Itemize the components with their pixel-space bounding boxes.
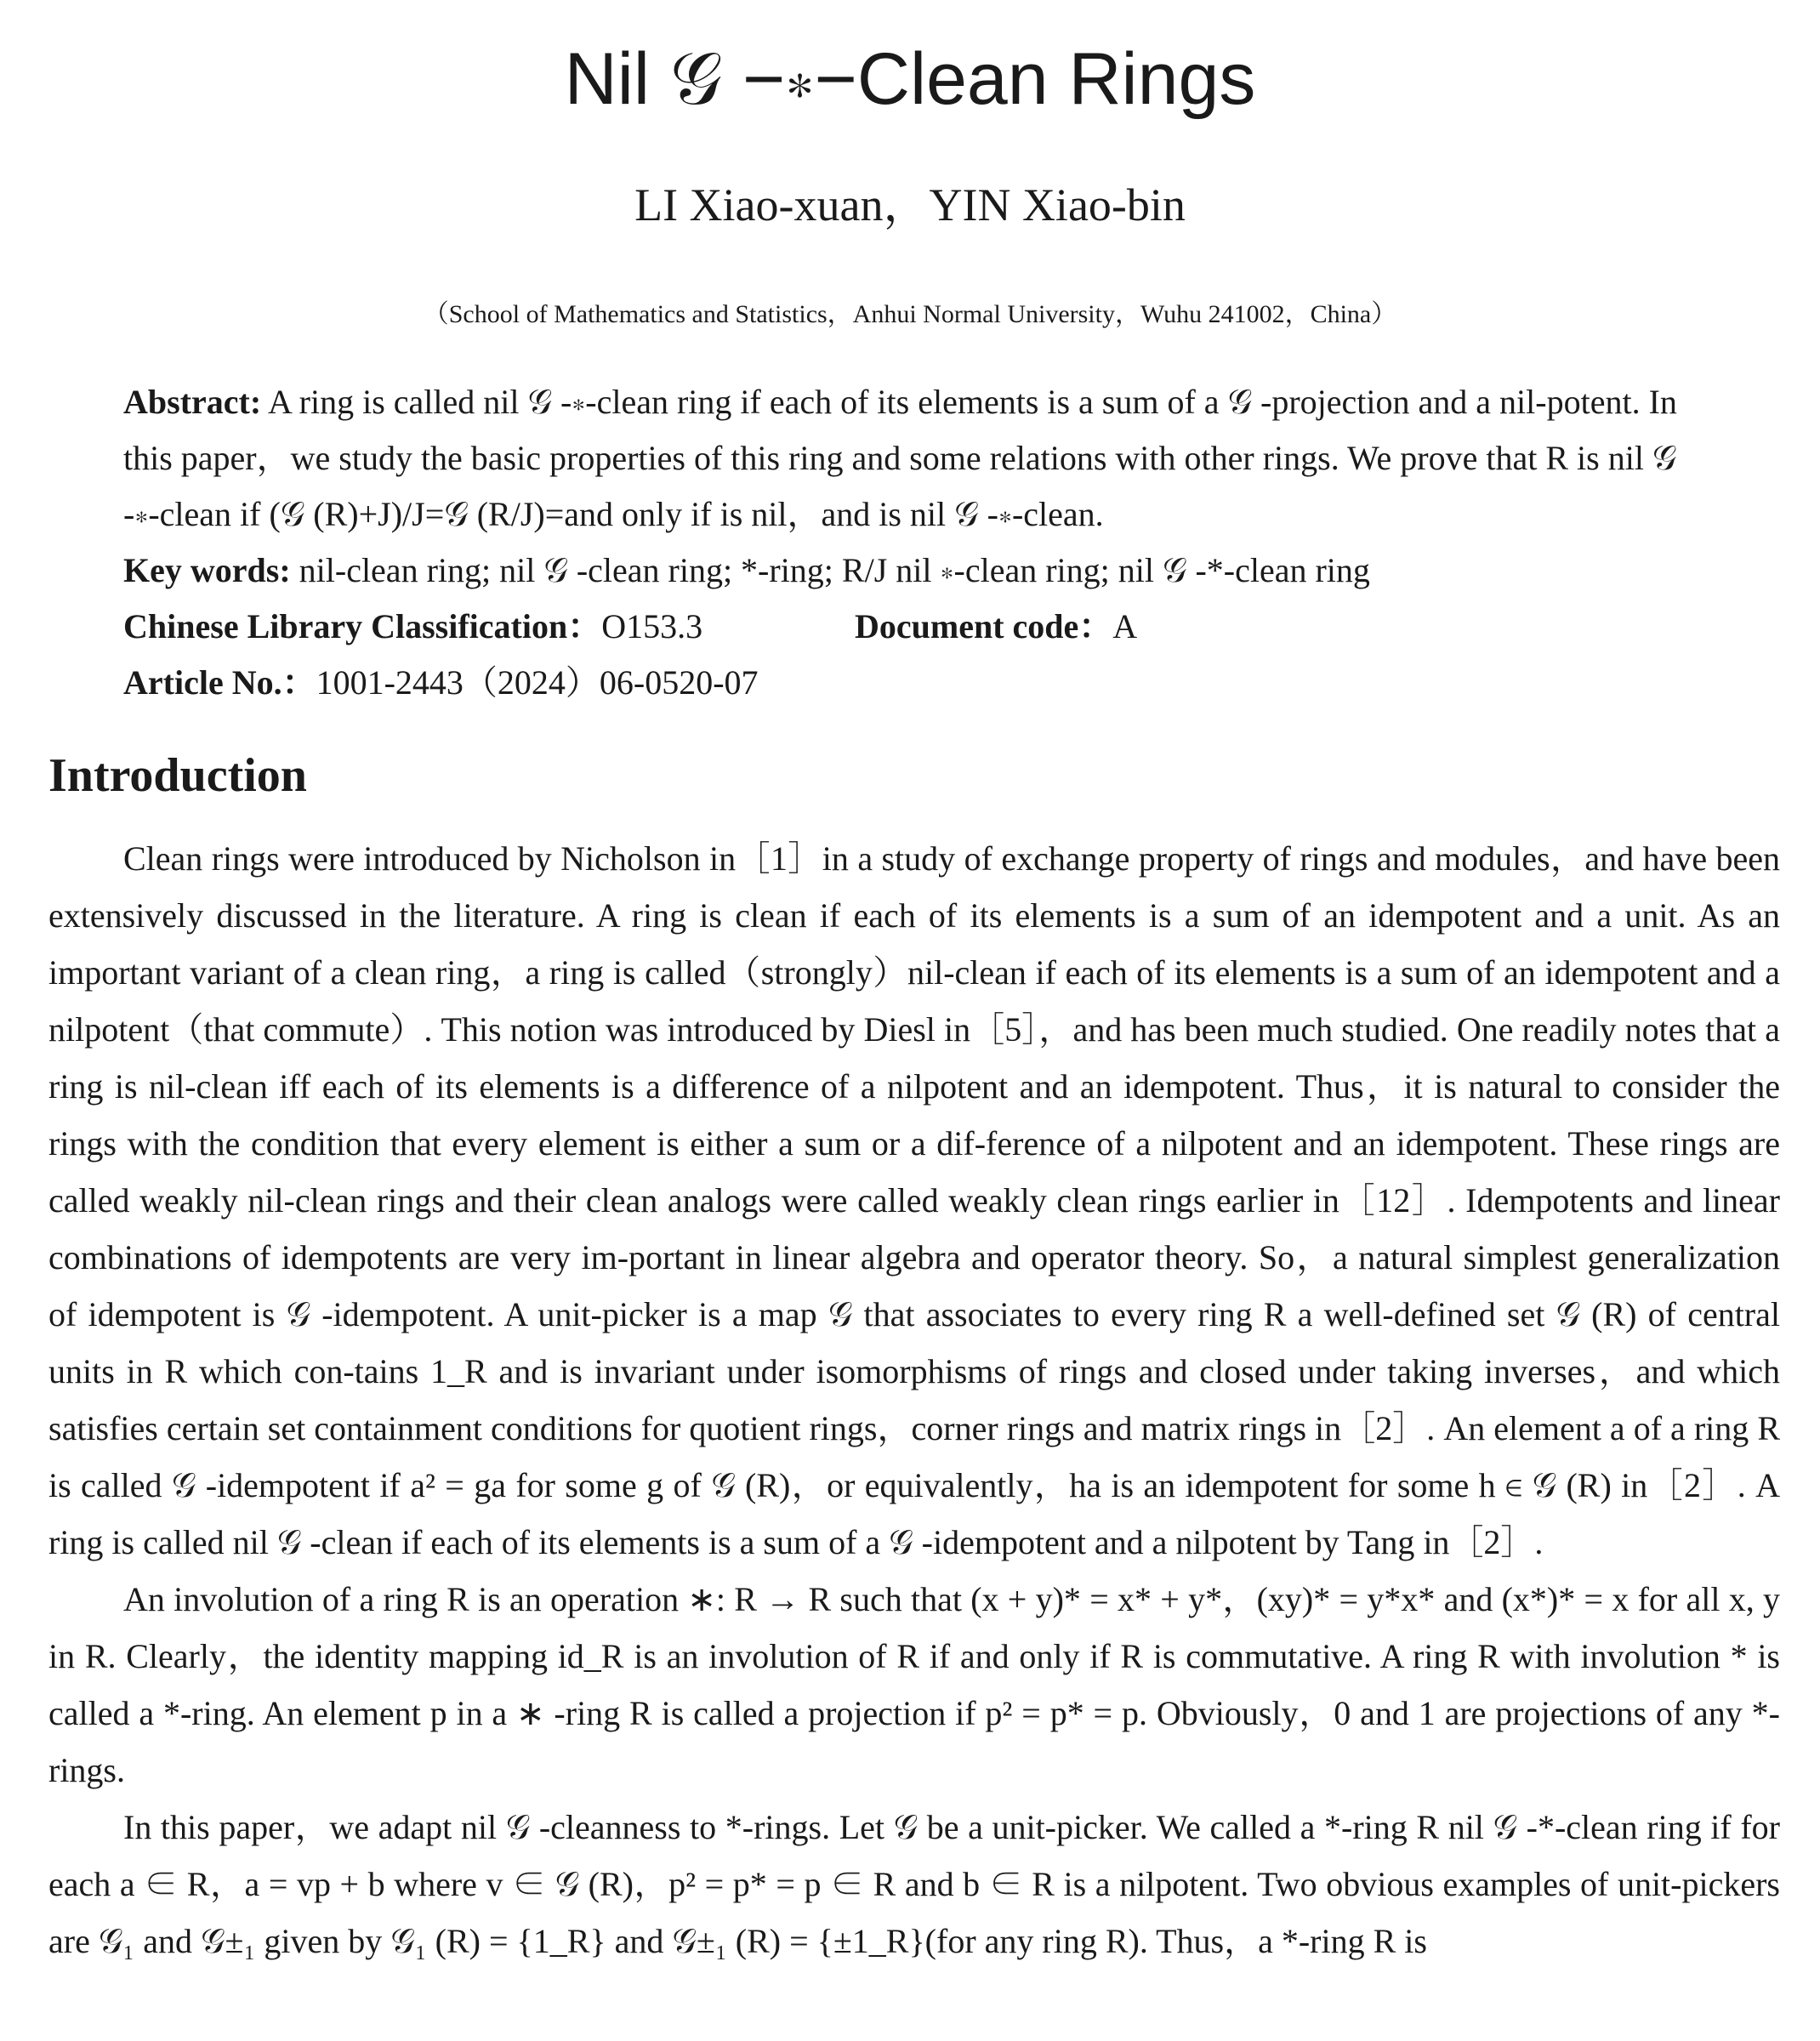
library-classification <box>123 599 855 655</box>
article-value: 1001-2443（2024）06-0520-07 <box>316 663 759 702</box>
article-number <box>123 655 1714 711</box>
paragraph: Clean rings were introduced by Nicholson in［1］in a study of exchange property of rings and modules，and have been extensively discussed in the literature. A ring is clean if each of its elements is a sum of an idempotent and a unit. As an important variant of a clean ring，a ring is called（strongly）nil-clean if each of its elements is a sum of an idempotent and a nilpotent（that commute）. This notion was introduced by Diesl in［5］，and has been much studied. One readily notes that a ring is nil-clean iff each of its elements is a difference of a nilpotent and an idempotent. Thus，it is natural to consider the rings with the condition that every element is either a sum or a dif-ference of a nilpotent and an idempotent. These rings are called weakly nil-clean rings and their clean analogs were called weakly clean rings earlier in［12］. Idempotents and linear combinations of idempotents are very im-portant in linear algebra and operator theory. So，a natural simplest generalization of idempotent is 𝒢 -idempotent. A unit-picker is a map 𝒢 that associates to every ring R a well-defined set 𝒢 (R) of central units in R which con-tains 1_R and is invariant under isomorphisms of rings and closed under taking inverses，and which satisfies certain set containment conditions for quotient rings，corner rings and matrix rings in［2］. An element a of a ring R is called 𝒢 -idempotent if a² = ga for some g of 𝒢 (R)，or equivalently，ha is an idempotent for some h ∈ 𝒢 (R) in［2］. A ring is called nil 𝒢 -clean if each of its elements is a sum of a 𝒢 -idempotent and a nilpotent by Tang in［2］. <box>48 839 1780 1561</box>
affiliation: （School of Mathematics and Statistics，Anhui Normal University，Wuhu 241002，China） <box>423 300 1397 328</box>
abstract-text: A ring is called nil 𝒢 -∗-clean ring if each of its elements is a sum of a 𝒢 -projection and a nil-potent. In this paper，we study the basic properties of this ring and some relations with other rings. We prove that R is nil 𝒢 -∗-clean if (𝒢 (R)+J)/J=𝒢 (R/J)=and only if is nil，and is nil 𝒢 -∗-clean. <box>123 383 1677 533</box>
front-matter <box>123 374 1714 711</box>
author-list: LI Xiao-xuan，YIN Xiao-bin <box>634 179 1186 230</box>
doccode-value: A <box>1112 607 1138 645</box>
section-heading: Introduction <box>48 749 307 802</box>
keywords-label: Key words: <box>123 551 291 589</box>
classification-row <box>123 599 1714 655</box>
keywords-text: nil-clean ring; nil 𝒢 -clean ring; *-ring; R/J nil ∗-clean ring; nil 𝒢 -*-clean ring <box>290 551 1370 589</box>
clc-value: O153.3 <box>601 607 703 645</box>
document-code <box>855 599 1137 655</box>
body-text <box>48 830 1780 1970</box>
paragraph: In this paper，we adapt nil 𝒢 -cleanness to *-rings. Let 𝒢 be a unit-picker. We called a *-ring R nil 𝒢 -*-clean ring if for each a ∈ R，a = vp + b where v ∈ 𝒢 (R)，p² = p* = p ∈ R and b ∈ R is a nilpotent. Two obvious examples of unit-pickers are 𝒢₁ and 𝒢±₁ given by 𝒢₁ (R) = {1_R} and 𝒢±₁ (R) = {±1_R}(for any ring R). Thus，a *-ring R is <box>48 1808 1780 1960</box>
keywords <box>123 543 1714 599</box>
clc-label: Chinese Library Classification： <box>123 607 602 645</box>
paragraph: An involution of a ring R is an operation ∗: R → R such that (x + y)* = x* + y*，(xy)* = y*x* and (x*)* = x for all x, y in R. Clearly，the identity mapping id_R is an involution of R if and only if R is commutative. A ring R with involution * is called a *-ring. An element p in a ∗ -ring R is called a projection if p² = p* = p. Obviously，0 and 1 are projections of any *-rings. <box>48 1580 1780 1789</box>
doccode-label: Document code： <box>855 607 1113 645</box>
paper-title: Nil 𝒢 −∗−Clean Rings <box>564 38 1256 120</box>
abstract <box>123 374 1714 543</box>
article-label: Article No.： <box>123 663 316 702</box>
abstract-label: Abstract: <box>123 383 262 421</box>
